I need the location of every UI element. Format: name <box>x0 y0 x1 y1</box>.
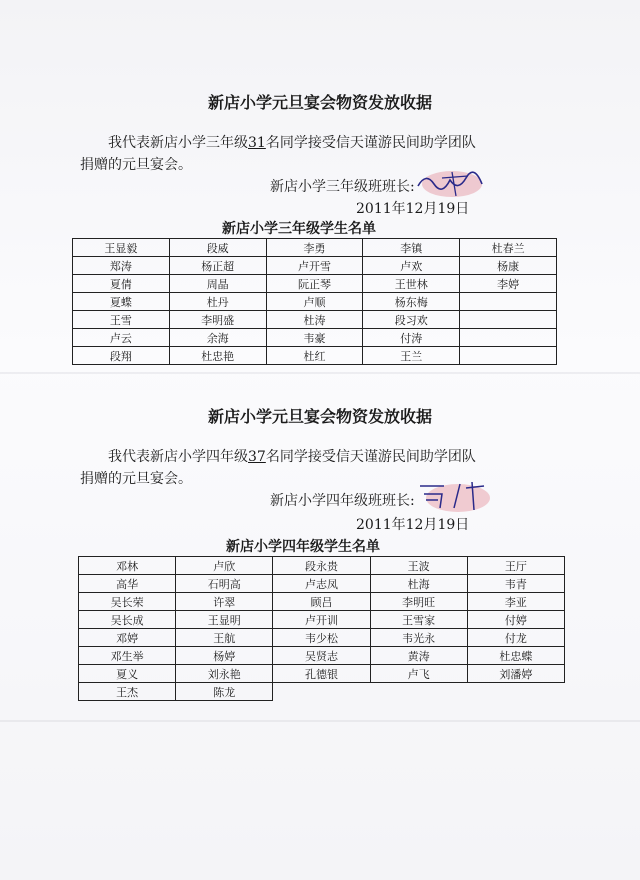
student-name-cell: 付龙 <box>467 629 564 647</box>
student-name-cell: 陈龙 <box>176 683 273 701</box>
student-name-cell: 邓婷 <box>79 629 176 647</box>
student-name-cell: 杨东梅 <box>363 293 460 311</box>
student-name-cell: 杜涛 <box>266 311 363 329</box>
student-name-cell: 顾吕 <box>273 593 370 611</box>
table-row <box>79 647 565 665</box>
student-name-cell: 吴贤志 <box>273 647 370 665</box>
paragraph-text: 捐赠的元旦宴会。 <box>80 471 192 487</box>
paper-fold-line <box>0 372 640 374</box>
student-name-cell <box>370 683 467 701</box>
student-count: 31 <box>248 135 266 151</box>
student-name-cell <box>460 311 557 329</box>
table-row <box>79 593 565 611</box>
student-name-cell: 王航 <box>176 629 273 647</box>
student-name-cell: 韦光永 <box>370 629 467 647</box>
student-name-cell: 王显毅 <box>73 239 170 257</box>
handwritten-signature <box>414 478 494 514</box>
receipt-paragraph <box>80 446 580 490</box>
student-name-cell: 李亚 <box>467 593 564 611</box>
student-name-cell: 夏蝶 <box>73 293 170 311</box>
student-name-cell: 王雪 <box>73 311 170 329</box>
receipt-title: 新店小学元旦宴会物资发放收据 <box>207 93 432 112</box>
handwritten-signature <box>412 166 486 200</box>
student-name-cell <box>460 329 557 347</box>
signer-label: 新店小学三年级班班长: <box>270 179 415 195</box>
student-name-cell: 段威 <box>169 239 266 257</box>
student-name-cell: 李明旺 <box>370 593 467 611</box>
student-name-cell: 吴长荣 <box>79 593 176 611</box>
student-name-cell: 卢云 <box>73 329 170 347</box>
student-name-cell: 韦青 <box>467 575 564 593</box>
table-row <box>79 683 565 701</box>
receipt-date: 2011年12月19日 <box>356 517 470 533</box>
student-name-cell: 阮正琴 <box>266 275 363 293</box>
student-name-cell: 卢开训 <box>273 611 370 629</box>
student-name-cell: 李勇 <box>266 239 363 257</box>
student-name-cell: 夏倩 <box>73 275 170 293</box>
student-name-cell: 卢欢 <box>363 257 460 275</box>
student-name-cell: 王杰 <box>79 683 176 701</box>
table-row <box>73 311 557 329</box>
student-name-cell: 黄涛 <box>370 647 467 665</box>
paper-fold-line <box>0 720 640 722</box>
student-name-cell: 韦豪 <box>266 329 363 347</box>
student-name-cell: 卢顺 <box>266 293 363 311</box>
student-name-cell: 付涛 <box>363 329 460 347</box>
table-row <box>79 611 565 629</box>
student-name-cell <box>273 683 370 701</box>
student-name-cell: 王波 <box>370 557 467 575</box>
paragraph-text: 名同学接受信天谨游民间助学团队 <box>265 135 476 151</box>
student-name-cell: 杜丹 <box>169 293 266 311</box>
table-row <box>73 275 557 293</box>
student-name-cell: 杨康 <box>460 257 557 275</box>
student-name-cell: 杜忠蝶 <box>467 647 564 665</box>
student-name-cell: 杜海 <box>370 575 467 593</box>
student-name-cell: 高华 <box>79 575 176 593</box>
student-name-cell: 卢飞 <box>370 665 467 683</box>
paragraph-text: 捐赠的元旦宴会。 <box>80 157 192 173</box>
table-row <box>73 329 557 347</box>
student-name-cell: 李镇 <box>363 239 460 257</box>
table-row <box>79 665 565 683</box>
student-name-cell: 王显明 <box>176 611 273 629</box>
student-name-cell: 卢志凤 <box>273 575 370 593</box>
paragraph-text: 名同学接受信天谨游民间助学团队 <box>265 449 476 465</box>
student-name-cell <box>467 683 564 701</box>
student-name-cell: 杨婷 <box>176 647 273 665</box>
student-name-cell: 李明盛 <box>169 311 266 329</box>
student-name-cell: 邓生举 <box>79 647 176 665</box>
table-row <box>73 257 557 275</box>
paragraph-text: 我代表新店小学三年级 <box>108 135 248 151</box>
student-name-cell: 杜红 <box>266 347 363 365</box>
student-name-cell: 王雪家 <box>370 611 467 629</box>
student-name-cell: 刘永艳 <box>176 665 273 683</box>
table-row <box>73 293 557 311</box>
student-name-cell: 卢欣 <box>176 557 273 575</box>
student-name-cell: 夏义 <box>79 665 176 683</box>
signer-label: 新店小学四年级班班长: <box>270 493 415 509</box>
student-name-cell: 周晶 <box>169 275 266 293</box>
student-name-cell: 王厅 <box>467 557 564 575</box>
student-roster-table <box>72 238 557 365</box>
table-row <box>79 557 565 575</box>
table-row <box>73 239 557 257</box>
student-name-cell: 段习欢 <box>363 311 460 329</box>
student-name-cell: 王世林 <box>363 275 460 293</box>
student-list-title: 新店小学四年级学生名单 <box>226 539 380 555</box>
student-name-cell: 段永贵 <box>273 557 370 575</box>
student-name-cell: 孔德银 <box>273 665 370 683</box>
student-name-cell: 刘潘婷 <box>467 665 564 683</box>
table-row <box>73 347 557 365</box>
student-name-cell: 段翔 <box>73 347 170 365</box>
table-row <box>79 575 565 593</box>
student-name-cell: 郑涛 <box>73 257 170 275</box>
paragraph-text: 我代表新店小学四年级 <box>108 449 248 465</box>
student-name-cell: 邓林 <box>79 557 176 575</box>
receipt-date: 2011年12月19日 <box>356 201 470 217</box>
student-name-cell <box>460 293 557 311</box>
student-name-cell: 王兰 <box>363 347 460 365</box>
student-roster-table <box>78 556 565 701</box>
student-name-cell: 杜春兰 <box>460 239 557 257</box>
student-name-cell: 付婷 <box>467 611 564 629</box>
table-row <box>79 629 565 647</box>
student-count: 37 <box>248 449 266 465</box>
student-name-cell: 卢开雪 <box>266 257 363 275</box>
student-name-cell: 许翠 <box>176 593 273 611</box>
student-name-cell: 杜忠艳 <box>169 347 266 365</box>
student-name-cell: 石明高 <box>176 575 273 593</box>
student-name-cell: 吴长成 <box>79 611 176 629</box>
receipt-title: 新店小学元旦宴会物资发放收据 <box>207 407 432 426</box>
student-name-cell: 杨正超 <box>169 257 266 275</box>
student-name-cell: 李婷 <box>460 275 557 293</box>
student-name-cell: 余海 <box>169 329 266 347</box>
student-list-title: 新店小学三年级学生名单 <box>222 221 376 237</box>
student-name-cell: 韦少松 <box>273 629 370 647</box>
receipt-paragraph <box>80 132 580 176</box>
student-name-cell <box>460 347 557 365</box>
